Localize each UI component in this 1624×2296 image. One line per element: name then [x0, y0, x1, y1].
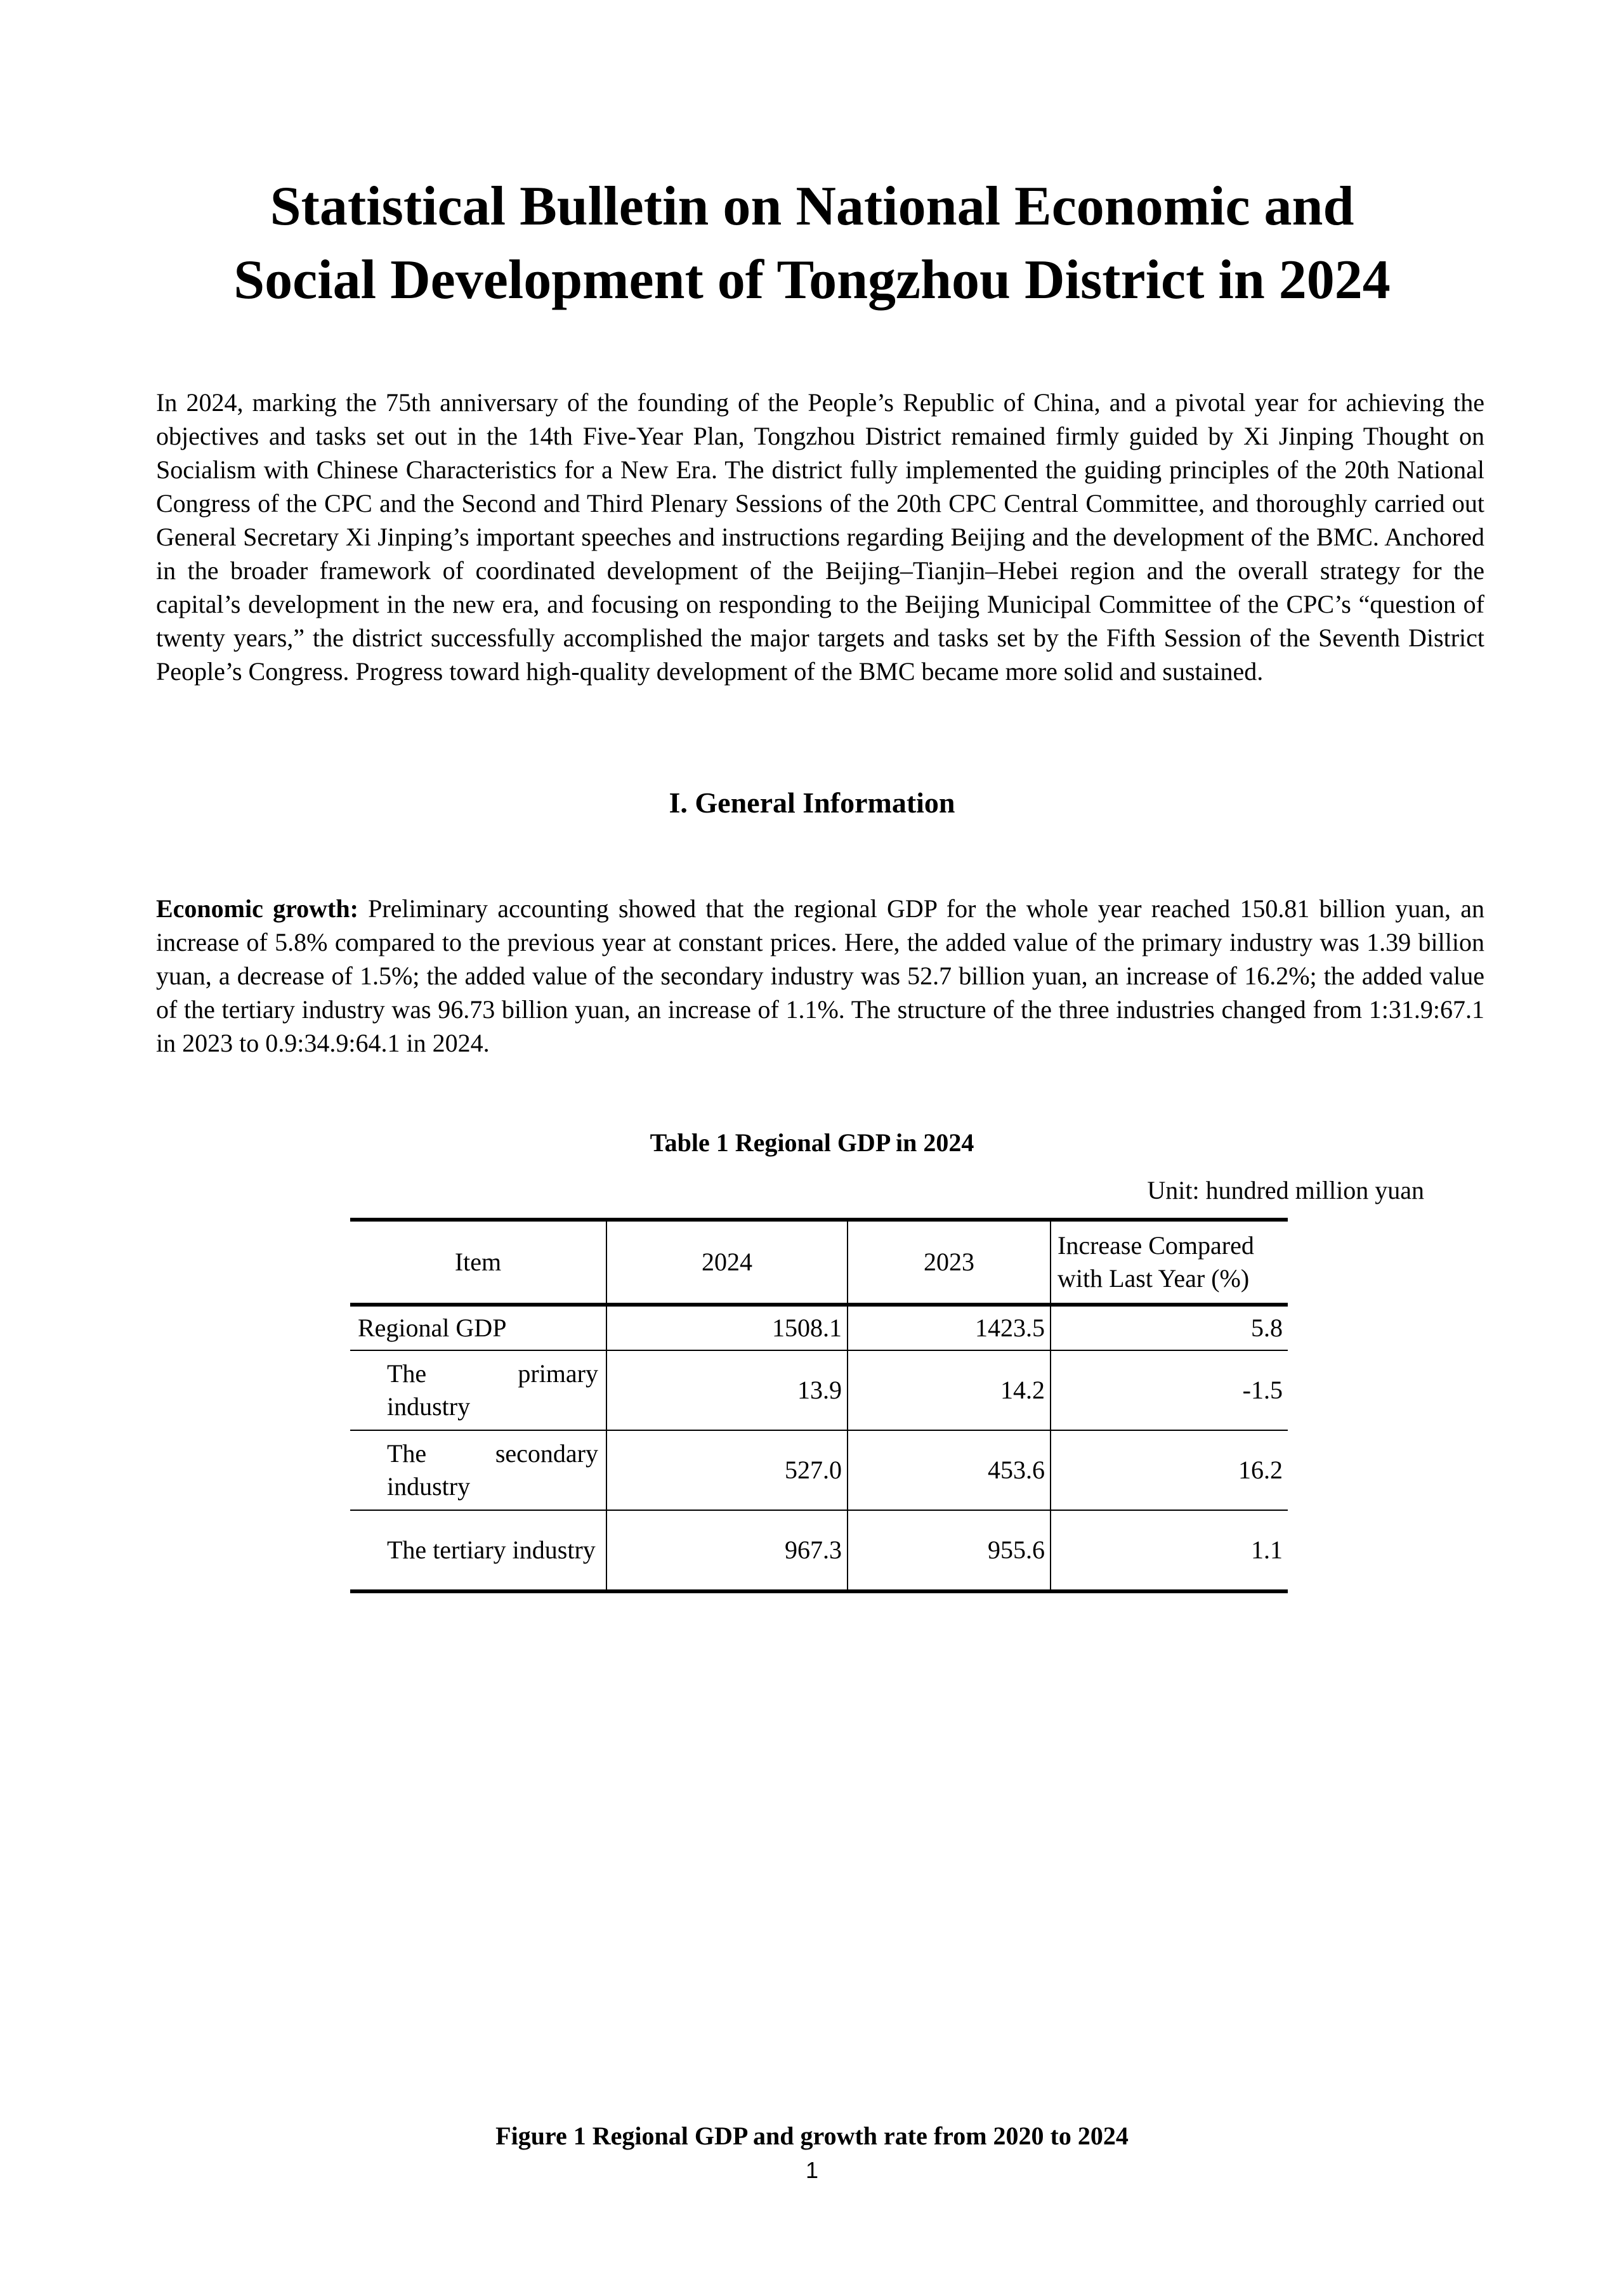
row-item: The tertiary industry [387, 1536, 596, 1564]
row-value-2024: 527.0 [606, 1430, 848, 1510]
page-title [0, 170, 1624, 317]
table-header-row [350, 1220, 1288, 1305]
row-increase: 5.8 [1051, 1305, 1288, 1350]
header-2023: 2023 [848, 1220, 1051, 1305]
row-value-2023: 1423.5 [848, 1305, 1051, 1350]
title-line-2: Social Development of Tongzhou District in 2024 [233, 249, 1391, 311]
row-value-2024: 1508.1 [606, 1305, 848, 1350]
table-row [350, 1430, 1288, 1510]
row-value-2023: 955.6 [848, 1510, 1051, 1591]
table-unit: Unit: hundred million yuan [1147, 1176, 1424, 1204]
section-heading-general-information: I. General Information [669, 786, 955, 819]
row-value-2024: 967.3 [606, 1510, 848, 1591]
intro-paragraph: In 2024, marking the 75th anniversary of the founding of the People’s Republic of China, and a pivotal year for achieving the objectives and tasks set out in the 14th Five-Year Plan, Tongzhou District remained firmly guided by Xi Jinping Thought on Socialism with Chinese Characteristics for a New Era. The district fully implemented the guiding principles of the 20th National Congress of the CPC and the Second and Third Plenary Sessions of the 20th CPC Central Committee, and thoroughly carried out General Secretary Xi Jinping’s important speeches and instructions regarding Beijing and the development of the BMC. Anchored in the broader framework of coordinated development of the Beijing–Tianjin–Hebei region and the overall strategy for the capital’s development in the new era, and focusing on responding to the Beijing Municipal Committee of the CPC’s “question of twenty years,” the district successfully accomplished the major targets and tasks set by the Fifth Session of the Seventh District People’s Congress. Progress toward high-quality development of the BMC became more solid and sustained. [156, 388, 1484, 686]
header-2024: 2024 [606, 1220, 848, 1305]
economic-growth-paragraph [156, 892, 1484, 1060]
header-item: Item [454, 1248, 502, 1276]
row-increase: 16.2 [1051, 1430, 1288, 1510]
row-value-2024: 13.9 [606, 1350, 848, 1430]
row-item: The secondary industry [387, 1439, 598, 1501]
regional-gdp-table [350, 1218, 1288, 1593]
table-row [350, 1350, 1288, 1430]
row-increase: 1.1 [1051, 1510, 1288, 1591]
header-increase: Increase Compared with Last Year (%) [1051, 1220, 1288, 1305]
table-row [350, 1305, 1288, 1350]
economic-growth-text: Preliminary accounting showed that the regional GDP for the whole year reached 150.81 billion yuan, an increase of 5.8% compared to the previous year at constant prices. Here, the added value of the primary industry was 1.39 billion yuan, a decrease of 1.5%; the added value of the secondary industry was 52.7 billion yuan, an increase of 16.2%; the added value of the tertiary industry was 96.73 billion yuan, an increase of 1.1%. The structure of the three industries changed from 1:31.9:67.1 in 2023 to 0.9:34.9:64.1 in 2024. [156, 894, 1484, 1057]
economic-growth-lead: Economic growth: [156, 894, 358, 923]
row-value-2023: 453.6 [848, 1430, 1051, 1510]
row-item: Regional GDP [358, 1314, 507, 1342]
row-item: The primary industry [387, 1359, 598, 1421]
row-increase: -1.5 [1051, 1350, 1288, 1430]
table-row [350, 1510, 1288, 1591]
row-value-2023: 14.2 [848, 1350, 1051, 1430]
figure-caption: Figure 1 Regional GDP and growth rate from 2020 to 2024 [495, 2122, 1129, 2150]
page-number: 1 [805, 2157, 819, 2183]
title-line-1: Statistical Bulletin on National Economic and [270, 176, 1354, 237]
table-caption: Table 1 Regional GDP in 2024 [650, 1128, 974, 1157]
